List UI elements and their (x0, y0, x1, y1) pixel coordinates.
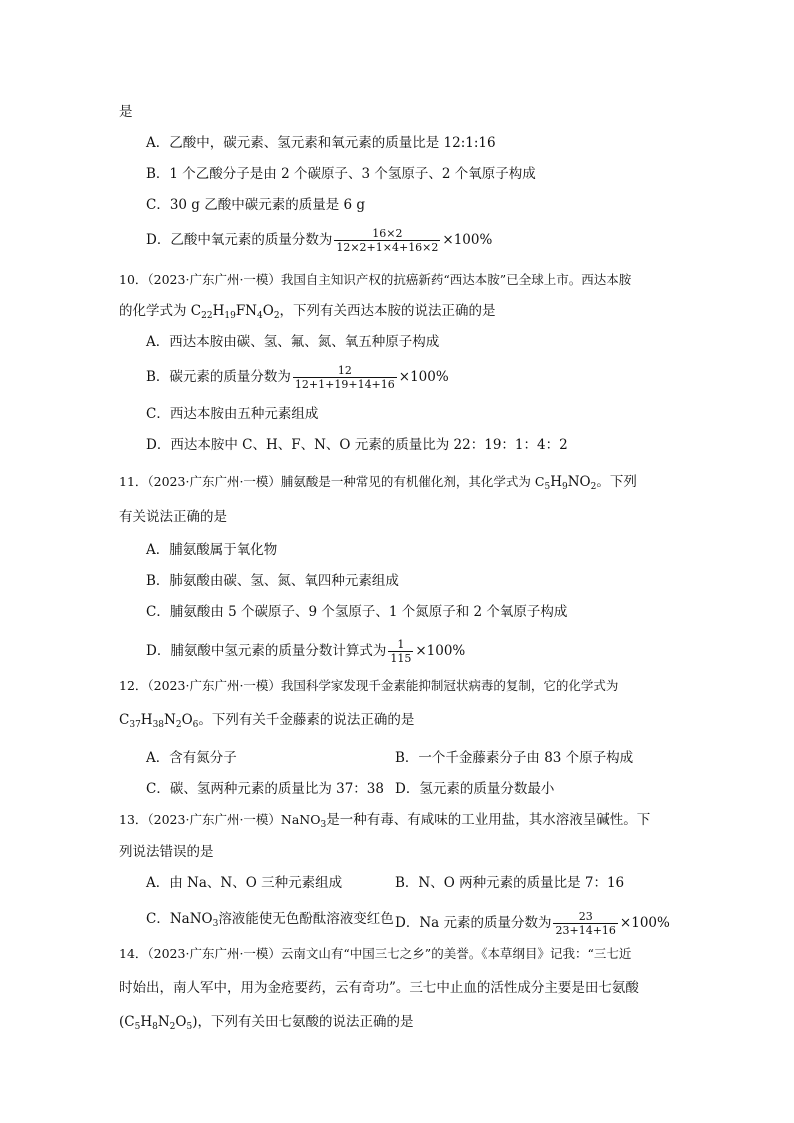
subscript: 5 (134, 1022, 141, 1032)
q13-option-d-suffix: ×100% (619, 915, 670, 931)
q10-stem-line1 (119, 271, 631, 289)
q11-option-b[interactable]: B．肺氨酸由碳、氢、氮、氧四种元素组成 (146, 573, 399, 589)
subscript: 2 (273, 311, 280, 321)
q10-option-a[interactable]: A．西达本胺由碳、氢、氟、氮、氧五种原子构成 (146, 334, 440, 350)
subscript: 38 (152, 720, 165, 730)
q12-option-d[interactable]: D．氢元素的质量分数最小 (395, 781, 555, 797)
text: 。下列 (596, 474, 637, 490)
subscript: 4 (257, 311, 263, 321)
text: (C (119, 1014, 135, 1030)
q11-option-d[interactable] (146, 638, 465, 665)
subscript: 2 (169, 1022, 176, 1032)
q13-stem-line2: 列说法错误的是 (119, 844, 214, 860)
q9-stem-tail: 是 (119, 104, 133, 120)
fraction-numerator: 16×2 (372, 227, 403, 240)
q12-option-a[interactable]: A．含有氮分子 (146, 750, 237, 766)
text: O (181, 712, 193, 728)
text: 12．（2023·广东广州·一模）我国科学家发现千金素能抑制冠状病毒的复制，它的化学式为 (119, 678, 619, 693)
q9-option-a[interactable]: A．乙酸中，碳元素、氢元素和氧元素的质量比是 12:1:16 (146, 135, 496, 151)
q13-option-c[interactable] (146, 910, 394, 928)
q9-option-d[interactable] (146, 227, 492, 254)
fraction-numerator: 12 (337, 364, 352, 377)
fraction-denominator: 23+14+16 (555, 924, 616, 937)
subscript: 5 (186, 1022, 193, 1032)
text: 是一种有毒、有咸味的工业用盐，其水溶液呈碱性。下 (326, 812, 651, 828)
subscript: 22 (201, 311, 213, 321)
q14-stem-line2: 时始出，南人军中，用为金疮要药，云有奇功”。三七中止血的活性成分主要是田七氨酸 (119, 980, 639, 996)
q12-stem-line2 (119, 711, 414, 729)
q12-option-b[interactable]: B．一个千金藤素分子由 83 个原子构成 (395, 750, 634, 766)
subscript: 8 (152, 1022, 158, 1032)
q9-option-d-label: D．乙酸中氧元素的质量分数为 (146, 232, 333, 248)
fraction-numerator: 1 (397, 638, 405, 651)
q11-stem-line1 (119, 473, 637, 491)
text: H (140, 712, 153, 728)
fraction-denominator: 12+1+19+14+16 (294, 378, 395, 391)
text: 13．（2023·广东广州·一模）NaNO (119, 812, 321, 827)
q11-option-d-fraction (388, 638, 413, 665)
q9-option-d-suffix: ×100% (442, 232, 493, 248)
subscript: 3 (320, 820, 327, 830)
text: NO (567, 474, 591, 490)
q13-option-d-label: D．Na 元素的质量分数为 (395, 915, 552, 931)
fraction-numerator: 23 (578, 910, 593, 923)
q9-option-b[interactable]: B．1 个乙酸分子是由 2 个碳原子、3 个氢原子、2 个氧原子构成 (146, 166, 536, 182)
q13-option-b[interactable]: B．N、O 两种元素的质量比是 7：16 (395, 875, 625, 891)
q11-option-d-suffix: ×100% (415, 643, 466, 659)
q14-stem-line3 (119, 1013, 414, 1031)
text: N (157, 1014, 170, 1030)
subscript: 9 (561, 482, 568, 492)
subscript: 2 (590, 482, 597, 492)
q12-option-c[interactable]: C．碳、氢两种元素的质量比为 37：38 (146, 781, 384, 797)
q13-stem-line1 (119, 811, 650, 829)
q10-option-d[interactable]: D．西达本胺中 C、H、F、N、O 元素的质量比为 22：19：1：4：2 (146, 437, 568, 453)
subscript: 2 (175, 720, 182, 730)
subscript: 6 (192, 720, 199, 730)
text: 。下列有关千金藤素的说法正确的是 (198, 712, 415, 728)
text: 14．（2023·广东广州·一模）云南文山有“中国三七之乡”的美誉。《本草纲目》记我：“三七近 (119, 946, 632, 961)
text: ，下列有关西达本胺的说法正确的是 (279, 303, 496, 319)
text: C (119, 712, 130, 728)
text: O (175, 1014, 187, 1030)
q10-option-b-fraction (293, 364, 397, 391)
text: 的化学式为 C (119, 303, 202, 319)
q10-option-b-suffix: ×100% (398, 369, 449, 385)
text: H (550, 474, 562, 490)
q11-stem-line2: 有关说法正确的是 (119, 509, 227, 525)
text: 11．（2023·广东广州·一模）脯氨酸是一种常见的有机催化剂，其化学式为 C (119, 474, 545, 489)
text: H (212, 303, 225, 319)
q9-option-d-fraction (334, 227, 440, 254)
text: C．NaNO (146, 911, 213, 927)
q12-stem-line1 (119, 677, 618, 695)
q13-option-a[interactable]: A．由 Na、N、O 三种元素组成 (146, 875, 343, 891)
q10-option-b[interactable] (146, 364, 449, 391)
q11-option-c[interactable]: C．脯氨酸由 5 个碳原子、9 个氢原子、1 个氮原子和 2 个氧原子构成 (146, 604, 568, 620)
q10-stem-text: 10．（2023·广东广州·一模）我国自主知识产权的抗癌新药“西达本胺”已全球上市。西达本胺 (119, 272, 632, 287)
subscript: 19 (224, 311, 236, 321)
q10-option-c[interactable]: C．西达本胺由五种元素组成 (146, 406, 319, 422)
subscript: 3 (212, 919, 219, 929)
text: )，下列有关田七氨酸的说法正确的是 (192, 1014, 414, 1030)
subscript: 5 (544, 482, 551, 492)
q9-option-c[interactable]: C．30 g 乙酸中碳元素的质量是 6 g (146, 197, 366, 213)
text: O (262, 303, 274, 319)
fraction-denominator: 12×2+1×4+16×2 (336, 241, 439, 254)
q13-option-d[interactable] (395, 910, 670, 937)
q13-option-d-fraction (553, 910, 617, 937)
subscript: 37 (129, 720, 141, 730)
text: 溶液能使无色酚酞溶液变红色 (218, 911, 394, 927)
text: N (164, 712, 176, 728)
q10-stem-line2 (119, 302, 496, 320)
q14-stem-line1 (119, 945, 631, 963)
q11-option-a[interactable]: A．脯氨酸属于氧化物 (146, 542, 278, 558)
text: H (140, 1014, 153, 1030)
text: FN (235, 303, 257, 319)
q11-option-d-label: D．脯氨酸中氢元素的质量分数计算式为 (146, 643, 387, 659)
q10-option-b-label: B．碳元素的质量分数为 (146, 369, 291, 385)
fraction-denominator: 115 (390, 652, 412, 665)
